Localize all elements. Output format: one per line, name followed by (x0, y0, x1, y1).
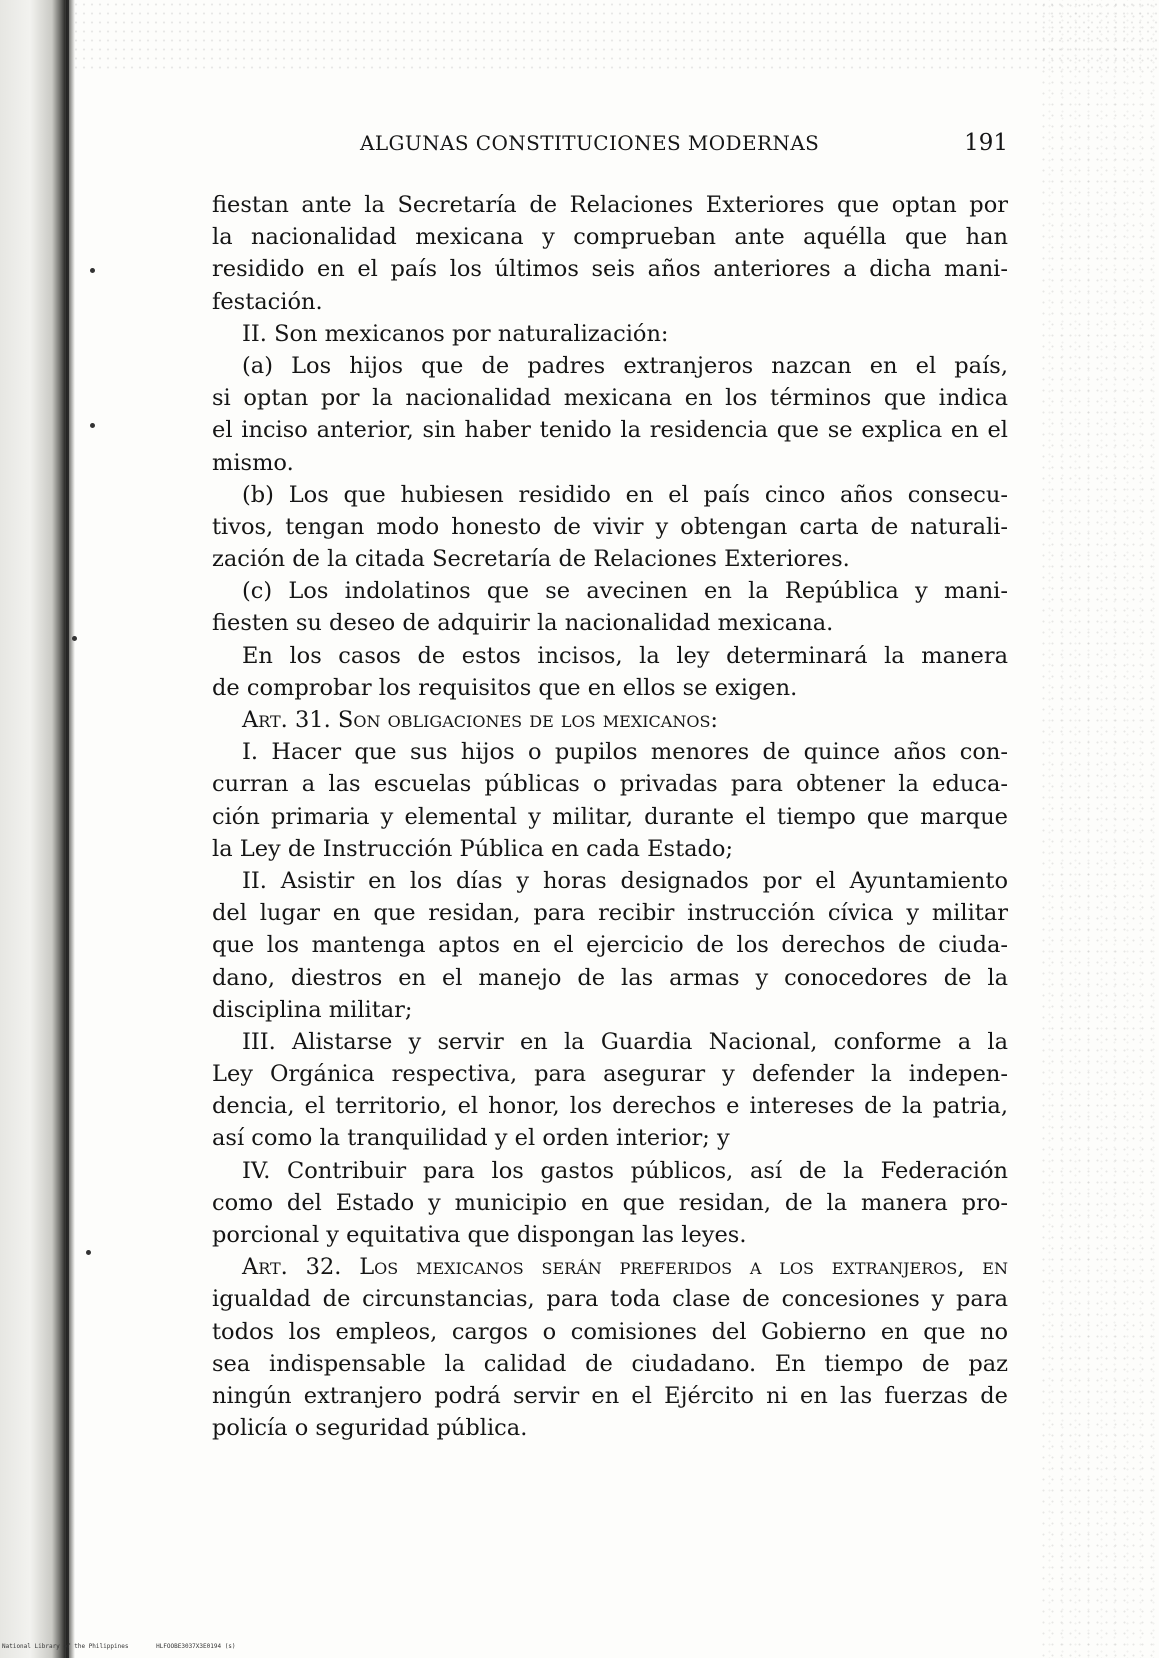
scan-speck (90, 268, 95, 273)
text-line: ningún extranjero podrá servir en el Ejército ni en las fuerzas de (212, 1382, 1008, 1409)
text-line: sea indispensable la calidad de ciudadano. En tiempo de paz (212, 1350, 1008, 1377)
text-line: la Ley de Instrucción Pública en cada Estado; (212, 835, 734, 862)
text-line: (b) Los que hubiesen residido en el país cinco años consecu- (242, 481, 1008, 508)
text-line: zación de la citada Secretaría de Relaciones Exteriores. (212, 546, 850, 573)
text-line: III. Alistarse y servir en la Guardia Nacional, conforme a la (242, 1028, 1008, 1055)
footer-code: HLFOOBE3037X3E0194 (s) (156, 1643, 236, 1650)
running-head: ALGUNAS CONSTITUCIONES MODERNAS (360, 131, 820, 155)
text-line: de comprobar los requisitos que en ellos se exigen. (212, 674, 798, 701)
text-line: (c) Los indolatinos que se avecinen en la República y mani- (242, 578, 1008, 605)
text-line: Art. 32. Los mexicanos serán preferidos a los extranjeros, en (242, 1254, 1008, 1281)
page-header (212, 126, 1008, 160)
text-line: así como la tranquilidad y el orden interior; y (212, 1125, 730, 1152)
scan-footer (2, 1640, 402, 1654)
text-line: I. Hacer que sus hijos o pupilos menores de quince años con- (242, 739, 1008, 766)
text-line: porcional y equitativa que dispongan las leyes. (212, 1222, 747, 1248)
text-line: IV. Contribuir para los gastos públicos, así de la Federación (242, 1157, 1008, 1184)
scan-noise-right (1039, 0, 1159, 1658)
text-line: policía o seguridad pública. (212, 1415, 528, 1442)
text-line: todos los empleos, cargos o comisiones del Gobierno en que no (212, 1318, 1008, 1345)
text-line: fiestan ante la Secretaría de Relaciones Exteriores que optan por (212, 192, 1008, 218)
scan-speck (72, 636, 77, 641)
text-line: (a) Los hijos que de padres extranjeros nazcan en el país, (242, 352, 1008, 379)
text-line: mismo. (212, 449, 294, 476)
text-line: II. Asistir en los días y horas designados por el Ayuntamiento (242, 867, 1008, 894)
text-line: ción primaria y elemental y militar, durante el tiempo que marque (212, 803, 1008, 830)
body-text (212, 189, 1008, 1444)
text-line: la nacionalidad mexicana y comprueban ante aquélla que han (212, 224, 1008, 251)
text-line: el inciso anterior, sin haber tenido la residencia que se explica en el (212, 417, 1008, 444)
text-line: como del Estado y municipio en que residan, de la manera pro- (212, 1189, 1008, 1216)
text-line: residido en el país los últimos seis años anteriores a dicha mani- (212, 256, 1008, 283)
text-line: si optan por la nacionalidad mexicana en los términos que indica (212, 385, 1008, 412)
text-line: curran a las escuelas públicas o privadas para obtener la educa- (212, 771, 1008, 798)
text-line: que los mantenga aptos en el ejercicio de los derechos de ciuda- (212, 932, 1008, 959)
text-line: dencia, el territorio, el honor, los derechos e intereses de la patria, (212, 1093, 1008, 1120)
text-line: II. Son mexicanos por naturalización: (242, 320, 669, 347)
text-line: del lugar en que residan, para recibir instrucción cívica y militar (212, 900, 1008, 927)
text-line: festación. (212, 288, 323, 315)
text-line: tivos, tengan modo honesto de vivir y obtengan carta de naturali- (212, 513, 1008, 540)
text-line: disciplina militar; (212, 996, 413, 1023)
text-line: Ley Orgánica respectiva, para asegurar y defender la indepen- (212, 1061, 1008, 1088)
scan-speck (90, 423, 95, 428)
text-line: En los casos de estos incisos, la ley determinará la manera (242, 642, 1008, 669)
footer-library: National Library of the Philippines (2, 1643, 129, 1650)
page-number: 191 (964, 130, 1008, 156)
text-line: igualdad de circunstancias, para toda clase de concesiones y para (212, 1286, 1008, 1313)
text-line: dano, diestros en el manejo de las armas y conocedores de la (212, 964, 1008, 991)
spine-edge (66, 0, 69, 1658)
text-line: fiesten su deseo de adquirir la nacionalidad mexicana. (212, 610, 834, 637)
text-line: Art. 31. Son obligaciones de los mexicanos: (242, 707, 718, 733)
scan-noise-top (0, 0, 1159, 70)
book-binding-shadow (0, 0, 75, 1658)
scan-speck (86, 1250, 91, 1255)
